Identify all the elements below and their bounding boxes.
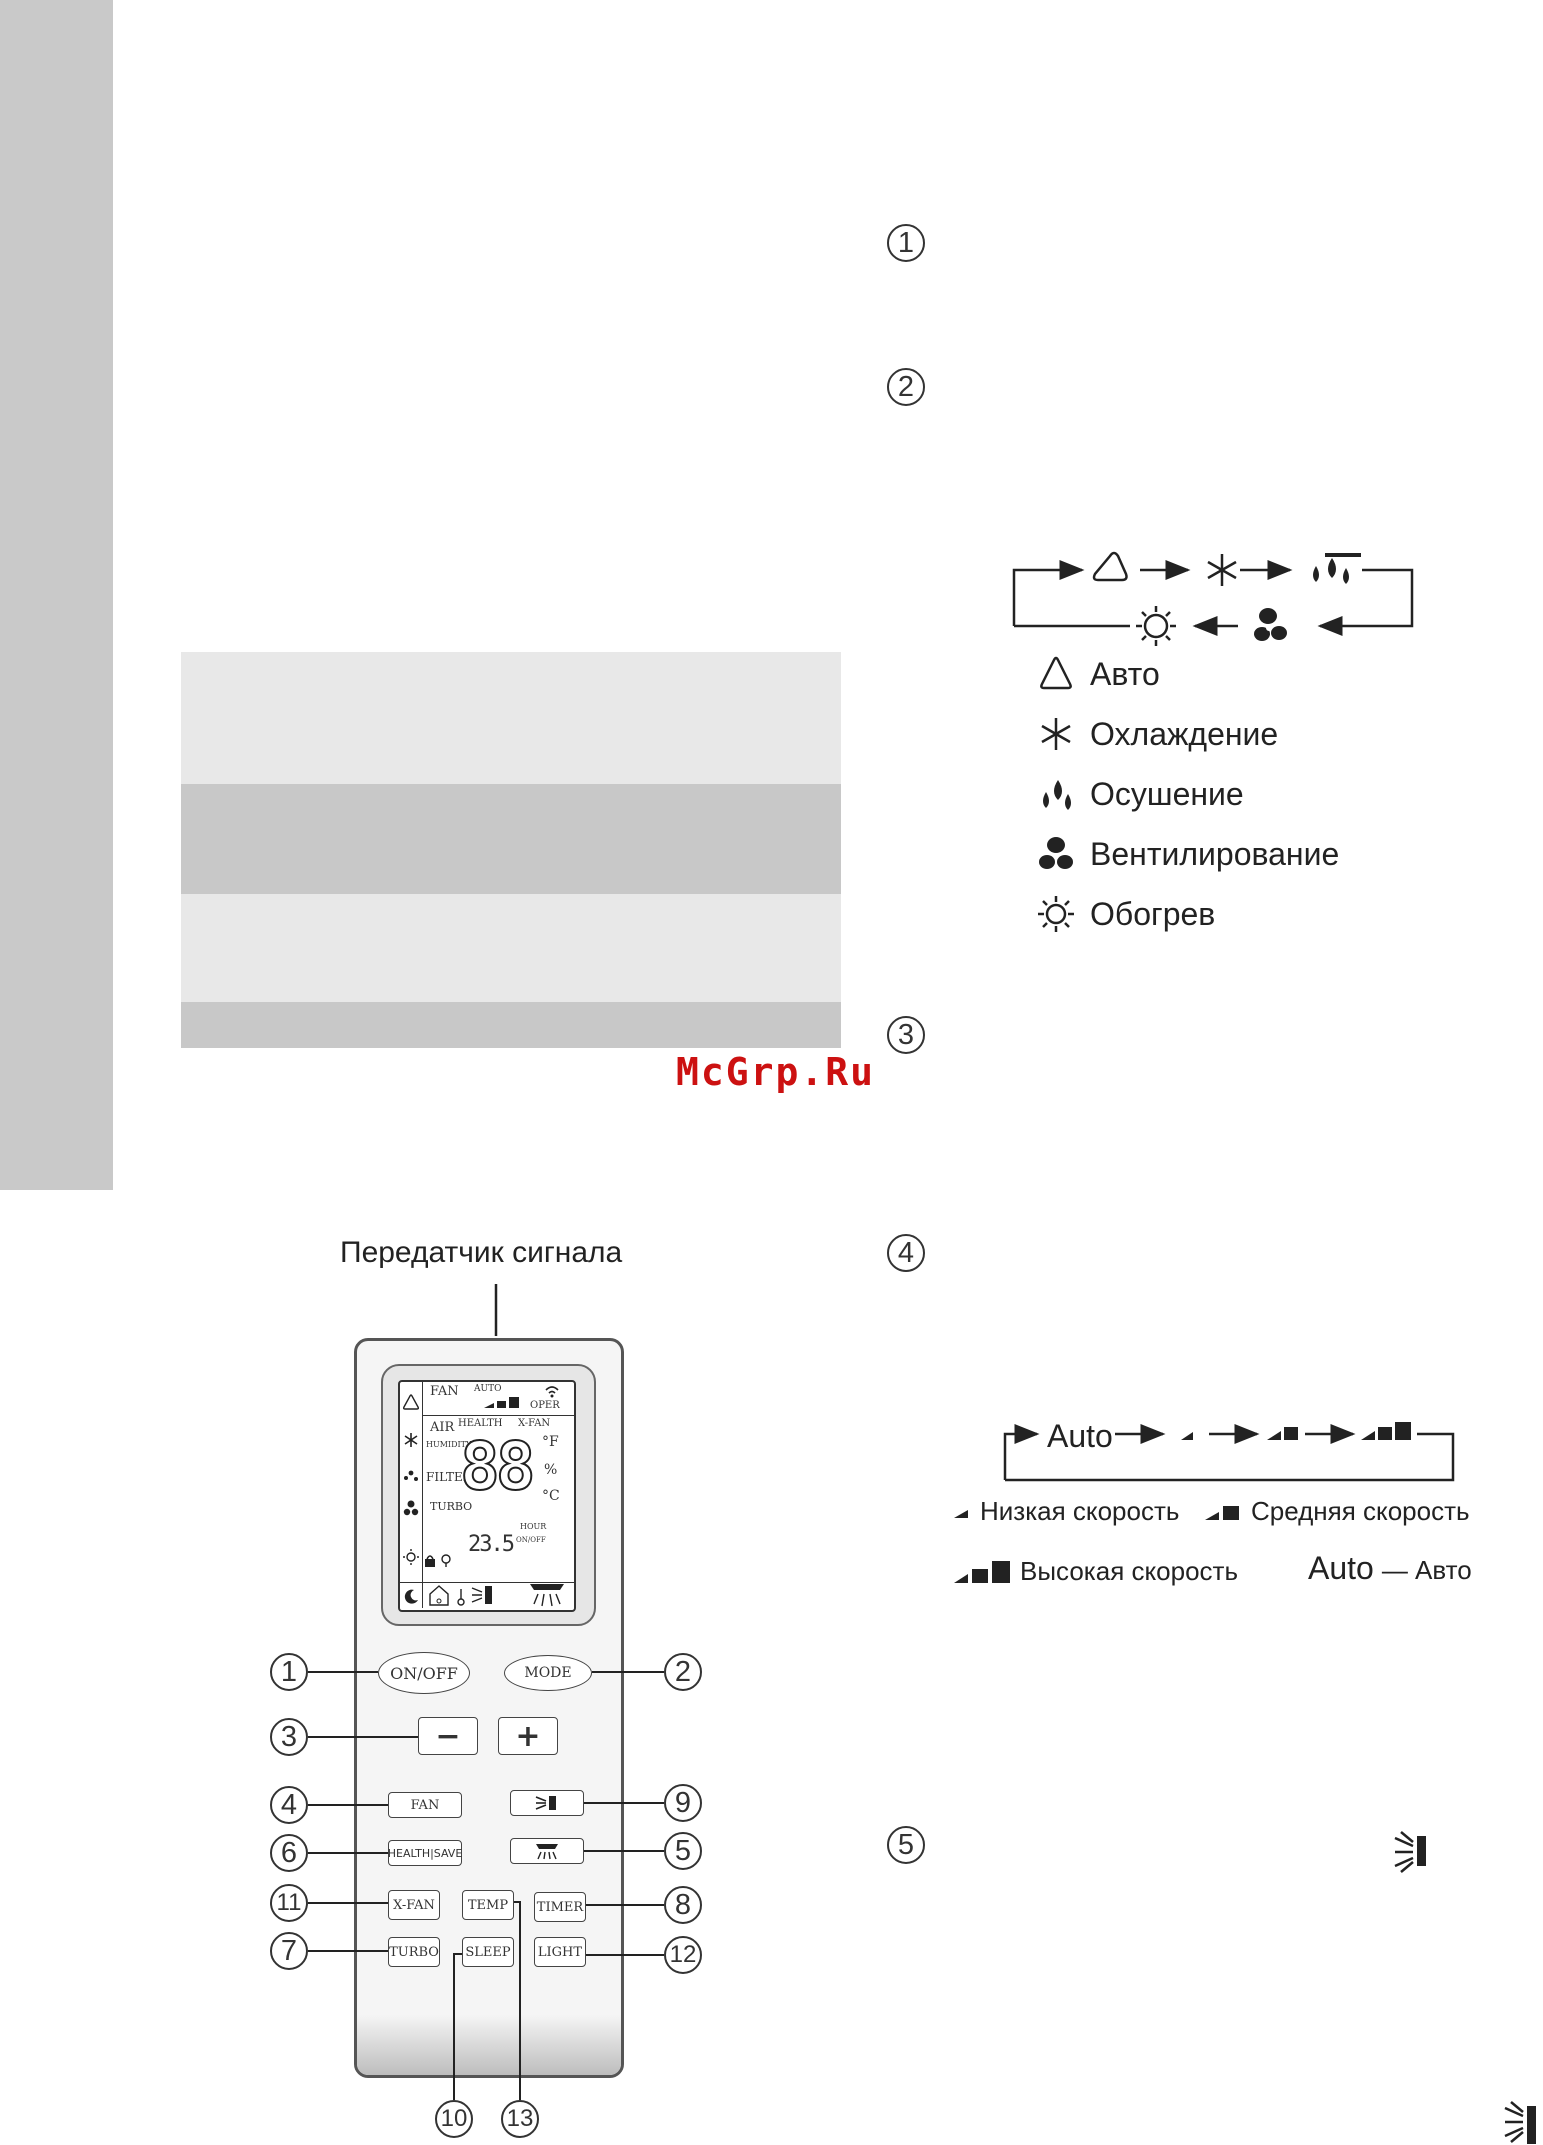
remote-bottom-shade	[357, 2015, 621, 2075]
speed-low-label: Низкая скорость	[980, 1496, 1180, 1526]
louver-button-icon	[532, 1841, 562, 1861]
legend-label-auto: Авто	[1090, 655, 1160, 692]
lcd-fan: FAN	[430, 1384, 459, 1399]
callout-10: 10	[435, 2100, 473, 2138]
lcd-filter: FILTER	[426, 1470, 472, 1484]
onoff-button[interactable]: ON/OFF	[378, 1652, 470, 1694]
lcd-humidity: HUMIDITY	[426, 1440, 472, 1449]
mode-legend	[1036, 644, 1339, 944]
speed-high-icon	[952, 1559, 1012, 1585]
speed-high-label: Высокая скорость	[1020, 1556, 1238, 1586]
lcd-xfan: X-FAN	[518, 1418, 551, 1429]
lcd-divider-top	[422, 1415, 576, 1416]
transmitter-pointer	[494, 1284, 498, 1336]
cycle-snowflake-icon	[1208, 554, 1236, 586]
swing-button[interactable]	[510, 1790, 584, 1816]
speed-legend-auto	[1308, 1550, 1472, 1587]
callout-3: 3	[270, 1718, 308, 1756]
step-2-marker: 2	[887, 368, 925, 406]
lcd-deg-c: °C	[542, 1488, 560, 1504]
cycle-speed-low-icon	[1181, 1432, 1193, 1440]
speed-legend-medium	[1203, 1496, 1470, 1527]
auto-triangle-icon	[1036, 654, 1076, 694]
mode-cycle-diagram	[1000, 540, 1430, 650]
callout-8: 8	[664, 1886, 702, 1924]
fan-icon	[1036, 834, 1076, 874]
lcd-house-icon	[428, 1584, 450, 1606]
lcd-sun-icon	[402, 1548, 420, 1566]
transmitter-label: Передатчик сигнала	[340, 1236, 623, 1269]
cycle-fan-icon	[1254, 608, 1287, 641]
legend-label-dry: Осушение	[1090, 775, 1244, 812]
speed-auto-word: Auto	[1308, 1550, 1374, 1586]
speed-low-icon	[952, 1504, 972, 1520]
xfan-button[interactable]: X-FAN	[388, 1890, 440, 1920]
sidebar-strip	[0, 0, 113, 1190]
lcd-onoff: ON/OFF	[516, 1536, 546, 1544]
speed-auto-desc: — Авто	[1381, 1555, 1472, 1585]
lcd-health: HEALTH	[458, 1418, 503, 1429]
snowflake-icon	[1036, 714, 1076, 754]
table-band-2	[181, 784, 841, 894]
minus-button[interactable]: −	[418, 1717, 478, 1755]
lcd-turbo: TURBO	[430, 1500, 473, 1513]
table-band-4	[181, 1002, 841, 1048]
lcd-big-digits: 88	[460, 1428, 532, 1505]
cycle-sun-icon	[1136, 606, 1176, 646]
louver-button[interactable]	[510, 1838, 584, 1864]
step-4-marker: 4	[887, 1234, 925, 1272]
callout-2: 2	[664, 1653, 702, 1691]
lcd-sleep-icon	[402, 1588, 420, 1606]
lcd-auto-icon	[402, 1394, 420, 1410]
lcd-deg-f: °F	[542, 1434, 559, 1450]
legend-row-heat	[1036, 884, 1339, 944]
callout-7: 7	[270, 1932, 308, 1970]
legend-row-fan	[1036, 824, 1339, 884]
light-button[interactable]: LIGHT	[534, 1937, 586, 1967]
lcd-hour: HOUR	[520, 1522, 547, 1531]
callout-9: 9	[664, 1784, 702, 1822]
turbo-button[interactable]: TURBO	[388, 1937, 440, 1967]
table-band-1	[181, 652, 841, 784]
lcd-thermometer-icon	[456, 1588, 466, 1606]
cycle-speed-high-icon	[1361, 1422, 1411, 1440]
legend-row-dry	[1036, 764, 1339, 824]
droplets-icon	[1036, 774, 1076, 814]
speed-medium-label: Средняя скорость	[1251, 1496, 1470, 1526]
lcd-oper: OPER	[530, 1400, 560, 1411]
swing-icon	[1393, 1828, 1433, 1874]
fan-button[interactable]: FAN	[388, 1792, 462, 1818]
watermark: McGrp.Ru	[676, 1050, 876, 1094]
legend-row-cool	[1036, 704, 1339, 764]
swing-button-icon	[532, 1793, 562, 1813]
legend-label-fan: Вентилирование	[1090, 835, 1340, 872]
lcd-louver-icon	[528, 1582, 566, 1608]
callout-11: 11	[270, 1884, 308, 1922]
step-1-marker: 1	[887, 224, 925, 262]
lcd-small-digits: 23.5	[468, 1532, 513, 1557]
callout-6: 6	[270, 1834, 308, 1872]
mode-button[interactable]: MODE	[504, 1655, 592, 1691]
legend-label-heat: Обогрев	[1090, 895, 1216, 932]
speed-legend-low	[952, 1496, 1179, 1527]
callout-5: 5	[664, 1832, 702, 1870]
cycle-auto-icon	[1094, 553, 1127, 580]
timer-button[interactable]: TIMER	[534, 1892, 586, 1922]
lcd-signal-icon	[544, 1384, 560, 1398]
legend-row-auto	[1036, 644, 1339, 704]
callout-12: 12	[664, 1936, 702, 1974]
callout-1: 1	[270, 1653, 308, 1691]
legend-label-cool: Охлаждение	[1090, 715, 1279, 752]
callout-4: 4	[270, 1786, 308, 1824]
temp-button[interactable]: TEMP	[462, 1890, 514, 1920]
step-3-marker: 3	[887, 1016, 925, 1054]
lcd-swing-icon	[470, 1582, 496, 1606]
lcd-air: AIR	[430, 1420, 455, 1435]
lcd-droplets-icon	[403, 1468, 419, 1482]
cycle-speed-medium-icon	[1267, 1427, 1298, 1440]
lcd-screen	[398, 1380, 576, 1612]
lcd-percent: %	[544, 1462, 558, 1478]
fan-cycle-auto-label: Auto	[1047, 1418, 1113, 1454]
speed-legend-high	[952, 1556, 1238, 1587]
callout-13: 13	[501, 2100, 539, 2138]
speed-medium-icon	[1203, 1502, 1243, 1522]
step-5-marker: 5	[887, 1826, 925, 1864]
lcd-speed-bars-icon	[484, 1396, 520, 1410]
sleep-button[interactable]: SLEEP	[462, 1937, 514, 1967]
cycle-droplets-icon	[1313, 553, 1361, 584]
lcd-lock-bulb-icon	[424, 1552, 458, 1568]
table-band-3	[181, 894, 841, 1002]
health-save-button[interactable]: HEALTH|SAVE	[388, 1840, 462, 1866]
lcd-snowflake-icon	[403, 1432, 419, 1448]
lcd-auto: AUTO	[474, 1384, 502, 1394]
plus-button[interactable]: +	[498, 1717, 558, 1755]
corner-swing-icon	[1503, 2098, 1543, 2144]
lcd-fan-icon	[403, 1500, 419, 1516]
sun-icon	[1036, 894, 1076, 934]
